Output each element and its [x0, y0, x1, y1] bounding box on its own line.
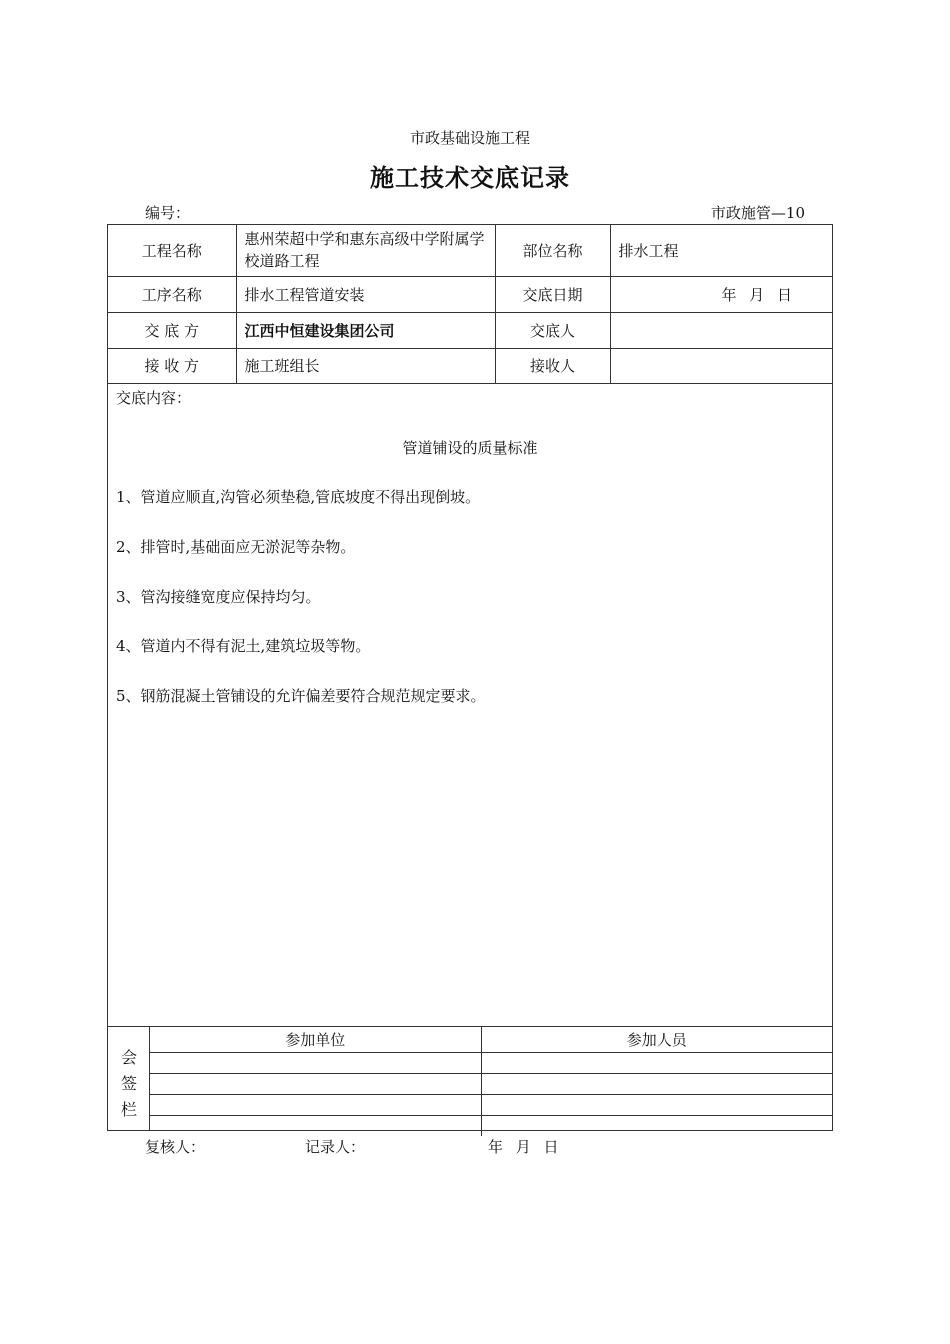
- col-person-header: 参加人员: [481, 1027, 832, 1053]
- number-value: 市政施管—10: [710, 204, 805, 222]
- content-item: 2、排管时,基础面应无淤泥等杂物。: [116, 538, 356, 556]
- process-label: 工序名称: [108, 276, 236, 312]
- sign-char: 会: [121, 1048, 138, 1067]
- info-row-project: [108, 225, 832, 276]
- disclosure-content: [108, 383, 832, 1026]
- info-table: [108, 225, 832, 384]
- person-cell[interactable]: [481, 1095, 832, 1116]
- project-name-label: 工程名称: [108, 225, 236, 276]
- content-title: 管道铺设的质量标准: [402, 439, 538, 457]
- signature-row: [150, 1074, 832, 1095]
- signature-header-row: [150, 1027, 832, 1053]
- signature-row: [150, 1116, 832, 1137]
- unit-cell[interactable]: [150, 1116, 481, 1137]
- signature-row: [150, 1095, 832, 1116]
- unit-cell[interactable]: [150, 1074, 481, 1095]
- content-item: 3、管沟接缝宽度应保持均匀。: [116, 588, 321, 606]
- content-item: 1、管道应顺直,沟管必须垫稳,管底坡度不得出现倒坡。: [116, 488, 481, 506]
- process-value: 排水工程管道安装: [236, 276, 495, 312]
- content-item: 4、管道内不得有泥土,建筑垃圾等物。: [116, 637, 371, 655]
- sign-char: 签: [121, 1074, 138, 1093]
- number-label: 编号：: [145, 204, 191, 222]
- discloser-person-value: [610, 312, 832, 348]
- part-name-value: 排水工程: [610, 225, 832, 276]
- date-label: 交底日期: [495, 276, 610, 312]
- content-item: 5、钢筋混凝土管铺设的允许偏差要符合规范规定要求。: [116, 687, 486, 705]
- part-name-label: 部位名称: [495, 225, 610, 276]
- discloser-label: 交 底 方: [108, 312, 236, 348]
- info-row-discloser: [108, 312, 832, 348]
- disclosure-form: [107, 224, 833, 1131]
- signature-side-label: [108, 1027, 150, 1131]
- info-row-receiver: [108, 348, 832, 383]
- footer-date: 年 月 日: [488, 1138, 559, 1156]
- discloser-person-label: 交底人: [495, 312, 610, 348]
- info-row-process: [108, 276, 832, 312]
- recorder-label: 记录人：: [305, 1138, 366, 1156]
- date-value: 年 月 日: [610, 276, 832, 312]
- receiver-label: 接 收 方: [108, 348, 236, 383]
- person-cell[interactable]: [481, 1116, 832, 1137]
- signature-row: [150, 1053, 832, 1074]
- person-cell[interactable]: [481, 1053, 832, 1074]
- signature-section: [108, 1026, 832, 1131]
- signature-table: [150, 1027, 832, 1136]
- person-cell[interactable]: [481, 1074, 832, 1095]
- unit-cell[interactable]: [150, 1095, 481, 1116]
- sign-char: 栏: [121, 1100, 138, 1119]
- discloser-value: 江西中恒建设集团公司: [236, 312, 495, 348]
- document-title: 施工技术交底记录: [370, 163, 570, 192]
- receiver-value: 施工班组长: [236, 348, 495, 383]
- content-label: 交底内容：: [116, 389, 192, 407]
- col-unit-header: 参加单位: [150, 1027, 481, 1053]
- receiver-person-value: [610, 348, 832, 383]
- project-name-value: 惠州荣超中学和惠东高级中学附属学校道路工程: [236, 225, 495, 276]
- reviewer-label: 复核人：: [145, 1138, 206, 1156]
- unit-cell[interactable]: [150, 1053, 481, 1074]
- receiver-person-label: 接收人: [495, 348, 610, 383]
- document-subtitle: 市政基础设施工程: [409, 129, 530, 147]
